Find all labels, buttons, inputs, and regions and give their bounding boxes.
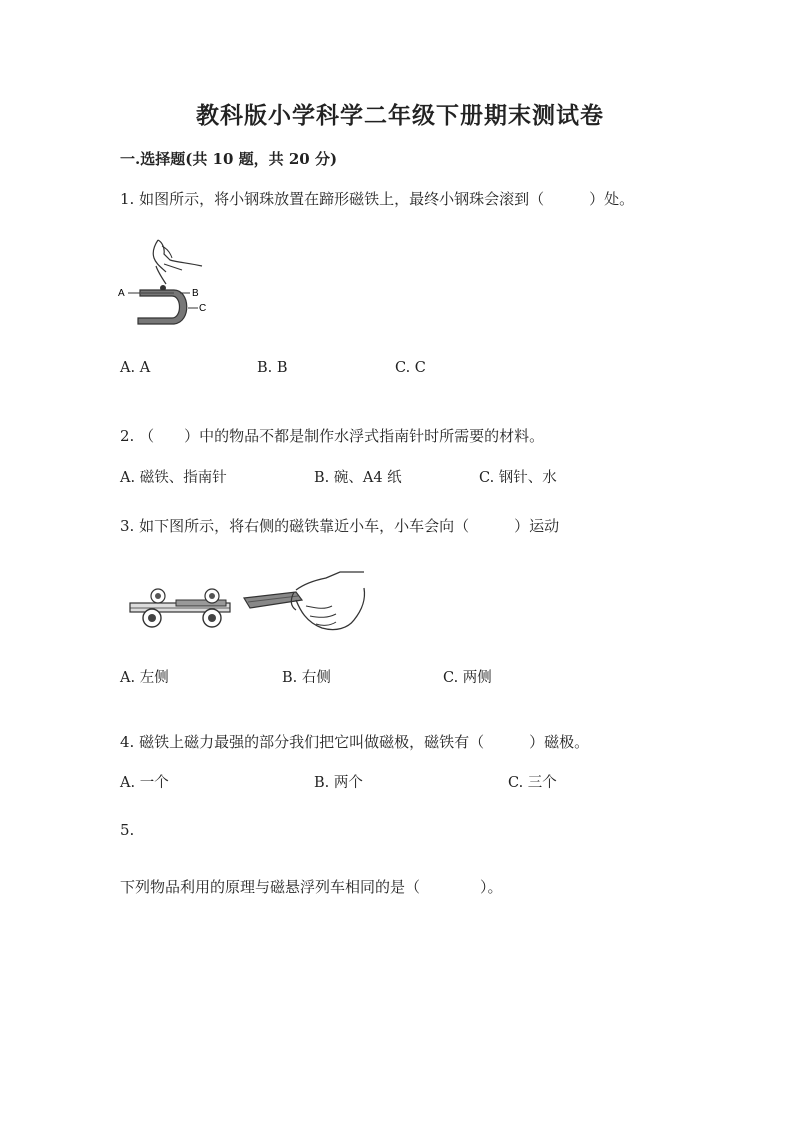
question-3-text: 3. 如下图所示，将右侧的磁铁靠近小车，小车会向（ ）运动 (120, 517, 560, 535)
q2-option-c[interactable]: C. 钢针、水 (479, 470, 557, 486)
question-5-number: 5. (120, 821, 135, 839)
q2-option-b[interactable]: B. 碗、A4 纸 (314, 470, 402, 486)
toy-car-magnet-figure (126, 570, 371, 640)
q1-option-a[interactable]: A. A (120, 360, 151, 376)
page-title: 教科版小学科学二年级下册期末测试卷 (196, 102, 604, 129)
question-2-text: 2. （ ）中的物品不都是制作水浮式指南针时所需要的材料。 (120, 427, 545, 445)
q3-option-c[interactable]: C. 两侧 (443, 670, 492, 686)
question-4-text: 4. 磁铁上磁力最强的部分我们把它叫做磁极，磁铁有（ ）磁极。 (120, 733, 590, 751)
q4-option-c[interactable]: C. 三个 (508, 775, 557, 791)
q4-option-a[interactable]: A. 一个 (120, 775, 169, 791)
q3-option-b[interactable]: B. 右侧 (282, 670, 331, 686)
figure-label-b: B (192, 288, 199, 299)
question-5-text: 下列物品利用的原理与磁悬浮列车相同的是（ ）。 (120, 878, 503, 896)
question-1-text: 1. 如图所示，将小钢珠放置在蹄形磁铁上，最终小钢珠会滚到（ ）处。 (120, 190, 635, 208)
figure-label-a: A (118, 288, 125, 299)
horseshoe-magnet-figure (118, 238, 213, 330)
q2-option-a[interactable]: A. 磁铁、指南针 (120, 470, 227, 486)
section-heading: 一.选择题(共 10 题，共 20 分) (120, 150, 338, 168)
q3-option-a[interactable]: A. 左侧 (120, 670, 169, 686)
q1-option-c[interactable]: C. C (395, 360, 426, 376)
figure-label-c: C (199, 303, 207, 314)
q4-option-b[interactable]: B. 两个 (314, 775, 363, 791)
q1-option-b[interactable]: B. B (257, 360, 288, 376)
